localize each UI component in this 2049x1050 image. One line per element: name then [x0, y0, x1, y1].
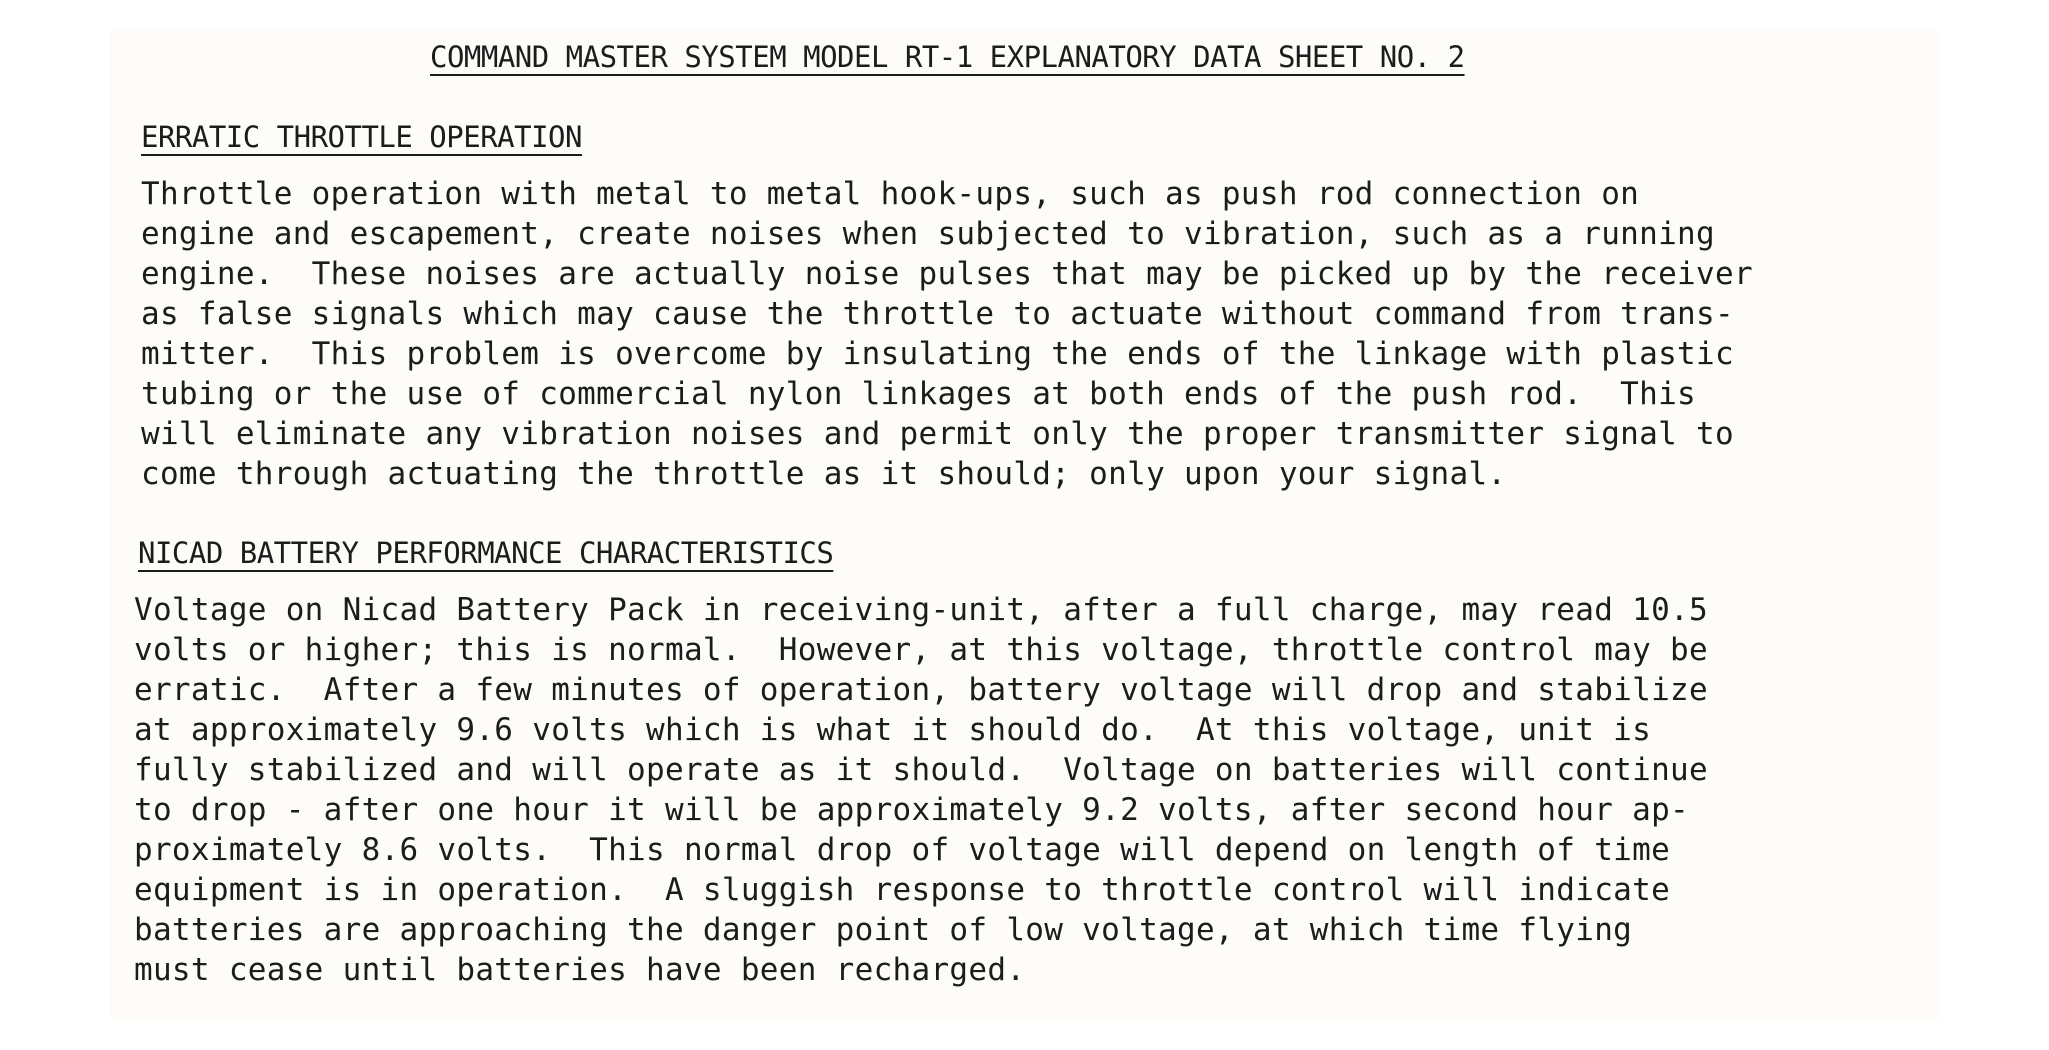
paragraph-line: erratic. After a few minutes of operation, battery voltage will drop and stabilize — [134, 672, 1708, 708]
paragraph-line: as false signals which may cause the throttle to actuate without command from trans- — [141, 296, 1734, 332]
paragraph-line: mitter. This problem is overcome by insulating the ends of the linkage with plastic — [141, 336, 1734, 372]
paragraph-line: come through actuating the throttle as it should; only upon your signal. — [141, 456, 1507, 492]
section-heading-nicad-battery: NICAD BATTERY PERFORMANCE CHARACTERISTICS — [138, 536, 834, 570]
paragraph-line: Throttle operation with metal to metal hook-ups, such as push rod connection on — [141, 176, 1640, 212]
section-heading-erratic-throttle: ERRATIC THROTTLE OPERATION — [141, 120, 582, 154]
paragraph-line: equipment is in operation. A sluggish response to throttle control will indicate — [134, 872, 1671, 908]
paragraph-line: volts or higher; this is normal. However, at this voltage, throttle control may be — [134, 632, 1708, 668]
paragraph-line: engine and escapement, create noises when subjected to vibration, such as a running — [141, 216, 1715, 252]
paragraph-line: fully stabilized and will operate as it should. Voltage on batteries will continue — [134, 752, 1708, 788]
paragraph-line: will eliminate any vibration noises and permit only the proper transmitter signal to — [141, 416, 1734, 452]
document-title: COMMAND MASTER SYSTEM MODEL RT-1 EXPLANATORY DATA SHEET NO. 2 — [430, 40, 1465, 74]
erratic-throttle-paragraph — [141, 174, 1753, 494]
paragraph-line: Voltage on Nicad Battery Pack in receiving-unit, after a full charge, may read 10.5 — [134, 592, 1708, 628]
paragraph-line: at approximately 9.6 volts which is what it should do. At this voltage, unit is — [134, 712, 1652, 748]
paragraph-line: engine. These noises are actually noise pulses that may be picked up by the receiver — [141, 256, 1753, 292]
paragraph-line: to drop - after one hour it will be approximately 9.2 volts, after second hour ap- — [134, 792, 1690, 828]
paragraph-line: must cease until batteries have been recharged. — [134, 952, 1026, 988]
paragraph-line: tubing or the use of commercial nylon linkages at both ends of the push rod. This — [141, 376, 1697, 412]
paragraph-line: proximately 8.6 volts. This normal drop of voltage will depend on length of time — [134, 832, 1671, 868]
paragraph-line: batteries are approaching the danger point of low voltage, at which time flying — [134, 912, 1633, 948]
nicad-battery-paragraph — [134, 590, 1708, 990]
